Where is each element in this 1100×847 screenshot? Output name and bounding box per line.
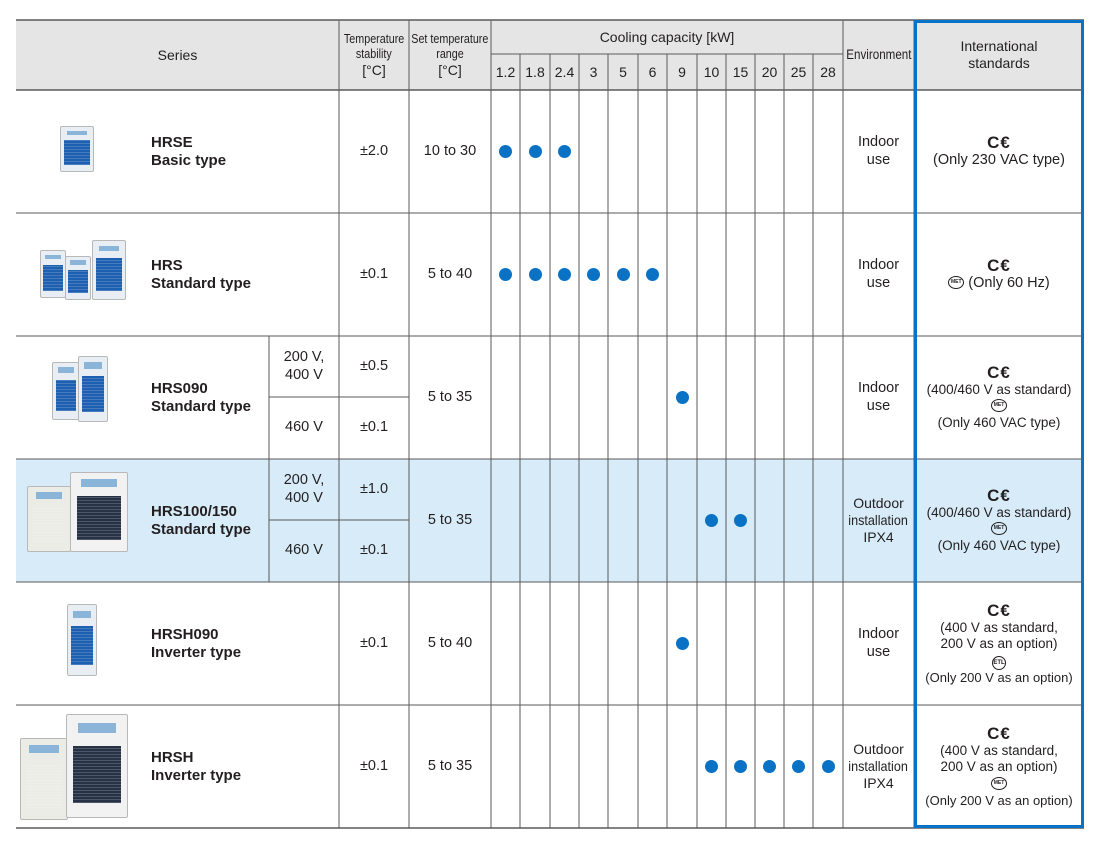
capacity-available-dot <box>734 514 747 527</box>
voltage-cell <box>269 397 339 459</box>
voltage-text: 400 V <box>285 489 323 506</box>
capacity-available-dot <box>792 760 805 773</box>
standards-cell <box>914 582 1084 705</box>
series-name <box>151 257 251 293</box>
chiller-unit-image <box>66 714 128 818</box>
voltage-text: 400 V <box>285 366 323 383</box>
ce-mark-icon: C€ <box>987 485 1011 505</box>
temperature-range-cell: 10 to 30 <box>423 142 477 159</box>
capacity-available-dot <box>558 268 571 281</box>
international-standards-header <box>914 20 1084 90</box>
capacity-available-dot <box>558 145 571 158</box>
environment-cell <box>843 582 914 705</box>
chiller-unit-image <box>20 738 68 820</box>
capacity-column-header: 28 <box>820 63 836 80</box>
standards-cell <box>914 213 1084 336</box>
temperature-range-cell: 5 to 40 <box>427 634 473 651</box>
ce-mark-icon: C€ <box>987 723 1011 743</box>
series-type: Inverter type <box>151 766 242 784</box>
met-mark-icon: MET <box>948 276 964 289</box>
temperature-range-cell: 5 to 40 <box>427 265 473 282</box>
capacity-available-dot <box>822 760 835 773</box>
capacity-column-header: 2.4 <box>554 63 575 80</box>
standard-note: (400 V as standard, <box>940 619 1058 635</box>
capacity-column-header: 1.2 <box>495 63 516 80</box>
etl-mark-line <box>992 652 1006 670</box>
series-model: HRS100/150 <box>151 502 237 520</box>
met-mark-line <box>991 521 1007 538</box>
environment-text: installation <box>848 758 909 775</box>
met-mark-icon: MET <box>991 777 1007 790</box>
header-line: Set temperature <box>411 31 489 46</box>
environment-text: Indoor <box>857 134 900 151</box>
voltage-text: 460 V <box>285 542 323 559</box>
capacity-available-dot <box>646 268 659 281</box>
temperature-stability-cell: ±0.1 <box>359 265 389 282</box>
temperature-stability-cell: ±0.1 <box>359 634 389 651</box>
capacity-column-header: 5 <box>619 63 627 80</box>
environment-text: use <box>866 397 891 414</box>
temperature-stability-cell: ±1.0 <box>359 480 389 497</box>
header-line: range <box>436 46 464 61</box>
environment-text: Indoor <box>857 380 900 397</box>
ce-mark-icon: C€ <box>987 255 1011 275</box>
capacity-available-dot <box>587 268 600 281</box>
voltage-text: 200 V, <box>283 349 325 366</box>
chiller-unit-image <box>60 126 94 172</box>
standard-note: (Only 460 VAC type) <box>937 538 1061 554</box>
temperature-stability-header <box>339 20 409 90</box>
ce-mark-icon: C€ <box>987 132 1011 152</box>
temperature-range-cell: 5 to 35 <box>427 388 473 405</box>
chiller-unit-image <box>78 356 108 422</box>
series-model: HRS090 <box>151 379 208 397</box>
series-type: Inverter type <box>151 643 242 661</box>
voltage-cell <box>269 520 339 582</box>
set-temperature-range-header <box>409 20 491 90</box>
capacity-available-dot <box>763 760 776 773</box>
environment-text: IPX4 <box>863 528 894 545</box>
met-mark-icon: MET <box>991 399 1007 412</box>
header-line: stability <box>356 46 392 61</box>
capacity-available-dot <box>705 760 718 773</box>
met-mark-line <box>948 275 1049 292</box>
series-model: HRSE <box>151 133 193 151</box>
voltage-text: 200 V, <box>283 472 325 489</box>
standards-cell <box>914 459 1084 582</box>
environment-cell <box>843 459 914 582</box>
header-line: International <box>960 38 1038 55</box>
series-type: Basic type <box>151 151 227 169</box>
series-name <box>151 503 251 539</box>
series-name <box>151 626 241 662</box>
series-type: Standard type <box>151 274 252 292</box>
capacity-available-dot <box>529 268 542 281</box>
standards-cell <box>914 90 1084 213</box>
chiller-unit-image <box>52 362 80 420</box>
met-mark-icon: MET <box>991 522 1007 535</box>
series-model: HRSH <box>151 748 194 766</box>
capacity-available-dot <box>705 514 718 527</box>
capacity-available-dot <box>617 268 630 281</box>
standard-note: 200 V as an option) <box>940 759 1058 774</box>
capacity-column-header: 3 <box>589 63 598 80</box>
ce-mark-icon: C€ <box>987 362 1011 382</box>
standard-note: (400 V as standard, <box>940 742 1058 758</box>
capacity-column-header: 15 <box>732 63 749 80</box>
chiller-unit-image <box>70 472 128 552</box>
series-name <box>151 749 241 785</box>
met-mark-line <box>991 398 1007 415</box>
standard-note: (400/460 V as standard) <box>926 381 1072 397</box>
capacity-column-header: 6 <box>648 63 657 80</box>
standard-note: (Only 60 Hz) <box>968 274 1050 291</box>
environment-cell <box>843 705 914 828</box>
environment-text: Indoor <box>857 626 900 643</box>
voltage-cell <box>269 459 339 520</box>
environment-text: IPX4 <box>863 774 894 791</box>
temperature-stability-cell: ±0.1 <box>359 542 389 559</box>
series-type: Standard type <box>151 397 252 415</box>
capacity-column-header: 10 <box>703 63 720 80</box>
header-line: standards <box>968 55 1030 71</box>
capacity-column-header: 25 <box>790 63 807 80</box>
met-mark-line <box>991 775 1007 792</box>
capacity-column-header: 20 <box>761 63 778 80</box>
temperature-stability-cell: ±0.5 <box>359 357 389 374</box>
cooling-capacity-header: Cooling capacity [kW] <box>599 28 735 45</box>
header-line: [°C] <box>362 61 386 78</box>
temperature-stability-cell: ±0.1 <box>359 757 389 774</box>
voltage-text: 460 V <box>285 419 323 436</box>
environment-header <box>843 20 914 90</box>
series-type: Standard type <box>151 520 252 538</box>
environment-text: Outdoor <box>853 495 904 512</box>
temperature-stability-cell: ±2.0 <box>359 142 389 159</box>
capacity-available-dot <box>734 760 747 773</box>
chiller-unit-image <box>67 604 97 676</box>
capacity-column-header: 9 <box>678 63 686 80</box>
environment-text: use <box>866 274 891 291</box>
chiller-unit-image <box>92 240 126 300</box>
environment-text: Outdoor <box>853 741 904 758</box>
etl-mark-icon: ETL <box>992 656 1006 670</box>
environment-text: Indoor <box>857 257 900 274</box>
environment-cell <box>843 90 914 213</box>
standard-note: (Only 230 VAC type) <box>933 151 1065 168</box>
capacity-available-dot <box>499 145 512 158</box>
environment-text: installation <box>848 512 909 529</box>
standards-cell <box>914 336 1084 459</box>
chiller-unit-image <box>65 256 91 300</box>
ce-mark-icon: C€ <box>987 600 1011 620</box>
standard-note: (Only 200 V as an option) <box>925 669 1073 685</box>
environment-text: use <box>866 151 891 168</box>
environment-cell <box>843 213 914 336</box>
temperature-range-cell: 5 to 35 <box>427 757 473 774</box>
environment-text: use <box>866 643 891 660</box>
standard-note: 200 V as an option) <box>940 635 1058 651</box>
temperature-range-cell: 5 to 35 <box>427 511 473 528</box>
header-line: Temperature <box>343 31 405 46</box>
header-line: [°C] <box>438 61 462 78</box>
standard-note: (Only 200 V as an option) <box>925 792 1073 808</box>
capacity-available-dot <box>676 391 689 404</box>
standard-note: (400/460 V as standard) <box>926 504 1072 520</box>
capacity-available-dot <box>676 637 689 650</box>
series-name <box>151 380 251 416</box>
series-header: Series <box>157 46 198 63</box>
capacity-available-dot <box>499 268 512 281</box>
standard-note: (Only 460 VAC type) <box>937 415 1061 431</box>
series-model: HRSH090 <box>151 625 219 643</box>
chiller-unit-image <box>40 250 66 298</box>
temperature-stability-cell: ±0.1 <box>359 419 389 436</box>
series-name <box>151 134 226 170</box>
header-line: Environment <box>845 46 912 62</box>
capacity-available-dot <box>529 145 542 158</box>
voltage-cell <box>269 336 339 397</box>
capacity-column-header: 1.8 <box>525 63 545 80</box>
standards-cell <box>914 705 1084 828</box>
environment-cell <box>843 336 914 459</box>
chiller-unit-image <box>27 486 71 552</box>
series-model: HRS <box>151 256 183 274</box>
